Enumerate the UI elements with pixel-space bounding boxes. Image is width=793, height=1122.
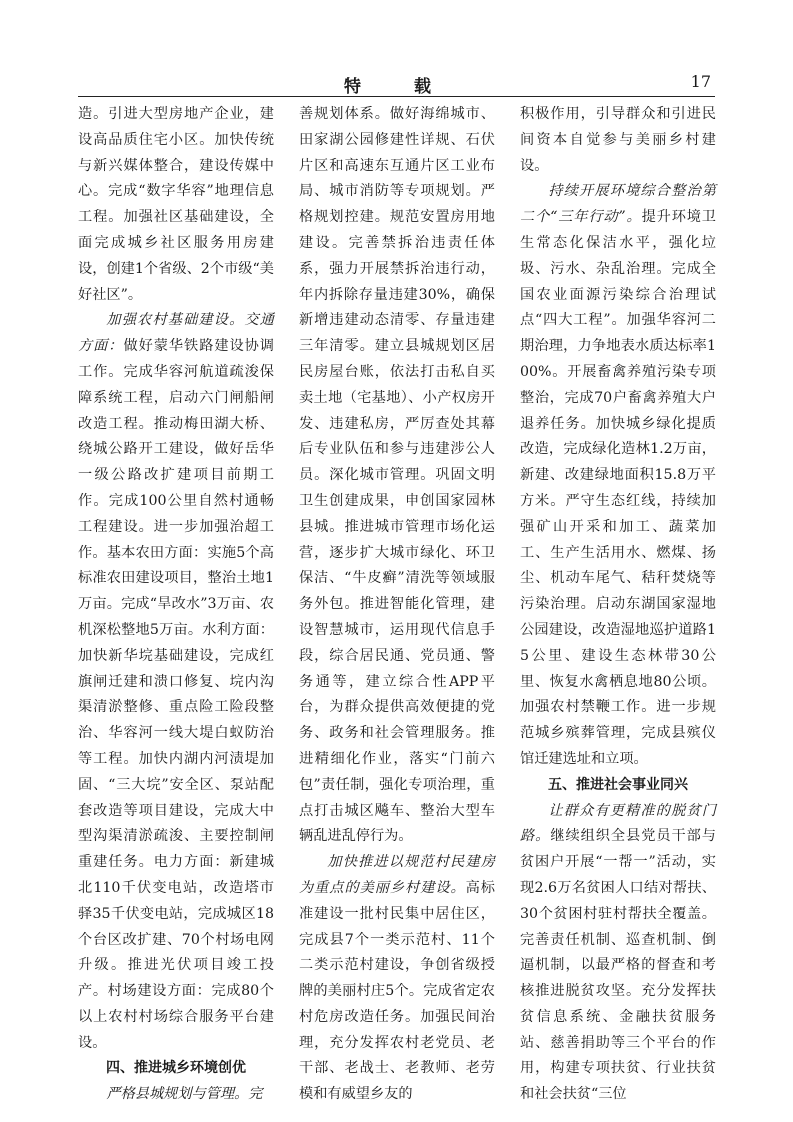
section-heading: 四、推进城乡环境创优	[106, 1060, 246, 1077]
section-heading: 五、推进社会事业同兴	[548, 776, 688, 793]
paragraph	[520, 799, 716, 1109]
text-column-2	[299, 102, 495, 1108]
lead-phrase: 持续开展环境综合整治第二个“三年行动”。	[520, 183, 716, 226]
text-column-3	[520, 102, 716, 1108]
section-title: 特 载	[344, 77, 449, 97]
body-text: 提升环境卫生常态化保洁水平，强化垃圾、污水、杂乱治理。完成全国农业面源污染综合治理试点“四大工程”。加强华容河二期治理，力争地表水质达标率100%。开展畜禽养殖污染专项整治，完成70户畜禽养殖大户退养任务。加快城乡绿化提质改造，完成绿化造林1.2万亩，新建、改建绿地面积15.8万平方米。严守生态红线，持续加强矿山开采和加工、蔬菜加工、生产生活用水、燃煤、扬尘、机动车尾气、秸秆焚烧等污染治理。启动东湖国家湿地公园建设，改造湿地巡护道路15公里、建设生态林带30公里、恢复水禽栖息地80公顷。加强农村禁鞭工作。进一步规范城乡殡葬管理，完成县殡仪馆迁建选址和立项。	[520, 209, 716, 767]
lead-phrase: 严格县城规划与管理。完	[106, 1086, 263, 1103]
text-column-1	[78, 102, 274, 1108]
body-text: 积极作用，引导群众和引进民间资本自觉参与美丽乡村建设。	[520, 106, 716, 174]
paragraph	[78, 1082, 274, 1108]
body-text: 做好蒙华铁路建设协调工作。完成华容河航道疏浚保障系统工程，启动六门闸船闸改造工程。推动梅田湖大桥、绕城公路开工建设，做好岳华一级公路改扩建项目前期工作。完成100公里自然村通畅工程建设。进一步加强治超工作。基本农田方面：实施5个高标准农田建设项目，整治土地1万亩。完成“旱改水”3万亩、农机深松整地5万亩。水利方面：加快新华垸基础建设，完成红旗闸迁建和溃口修复、垸内沟渠清淤整修、重点险工险段整治、华容河一线大堤白蚁防治等工程。加快内湖内河渍堤加固、“三大垸”安全区、泵站配套改造等项目建设，完成大中型沟渠清淤疏浚、主要控制闸重建任务。电力方面：新建城北110千伏变电站，改造塔市驿35千伏变电站，完成城区18个台区改扩建、70个村场电网升级。推进光伏项目竣工投产。村场建设方面：完成80个以上农村村场综合服务平台建设。	[78, 338, 274, 1051]
body-text: 继续组织全县党员干部与贫困户开展“一帮一”活动，实现2.6万名贫困人口结对帮扶、30个贫困村驻村帮扶全覆盖。完善责任机制、巡查机制、倒逼机制，以最严格的督查和考核推进脱贫攻坚。充分发挥扶贫信息系统、金融扶贫服务站、慈善捐助等三个平台的作用，构建专项扶贫、行业扶贫和社会扶贫“三位	[520, 828, 716, 1103]
page-number: 17	[690, 72, 711, 91]
paragraph	[520, 102, 716, 179]
body-text: 高标准建设一批村民集中居住区，完成县7个一类示范村、11个二类示范村建设，争创省级授牌的美丽村庄5个。完成省定农村危房改造任务。加强民间治理，充分发挥农村老党员、老干部、老战士、老教师、老劳模和有威望乡友的	[299, 879, 495, 1103]
body-text: 善规划体系。做好海绵城市、田家湖公园修建性详规、石伏片区和高速东互通片区工业布局、城市消防等专项规划。严格规划控建。规范安置房用地建设。完善禁拆治违责任体系，强力开展禁拆治违行动，年内拆除存量违建30%，确保新增违建动态清零、存量违建三年清零。建立县城规划区居民房屋台账，依法打击私自买卖土地（宅基地）、小产权房开发、违建私房，严厉查处其幕后专业队伍和参与违建涉公人员。深化城市管理。巩固文明卫生创建成果，申创国家园林县城。推进城市管理市场化运营，逐步扩大城市绿化、环卫保洁、“牛皮癣”清洗等领域服务外包。推进智能化管理，建设智慧城市，运用现代信息手段，综合居民通、党员通、警务通等，建立综合性APP平台，为群众提供高效便捷的党务、政务和社会管理服务。推进精细化作业，落实“门前六包”责任制，强化专项治理，重点打击城区飚车、整治大型车辆乱进乱停行为。	[299, 106, 495, 845]
paragraph	[78, 102, 274, 308]
paragraph	[78, 308, 274, 1056]
paragraph	[520, 179, 716, 772]
body-text: 造。引进大型房地产企业，建设高品质住宅小区。加快传统与新兴媒体整合，建设传媒中心。完成“数字华容”地理信息工程。加强社区基础建设，全面完成城乡社区服务用房建设，创建1个省级、2个市级“美好社区”。	[78, 106, 274, 303]
paragraph	[299, 102, 495, 850]
paragraph	[299, 850, 495, 1108]
lead-phrase: 加强农村基础建设。交通方面：	[78, 312, 274, 355]
running-header	[78, 68, 715, 97]
lead-phrase: 加快推进以规范村民建房为重点的美丽乡村建设。	[299, 854, 495, 896]
lead-phrase: 让群众有更精准的脱贫门路。	[520, 802, 716, 845]
header-rule	[78, 96, 715, 97]
